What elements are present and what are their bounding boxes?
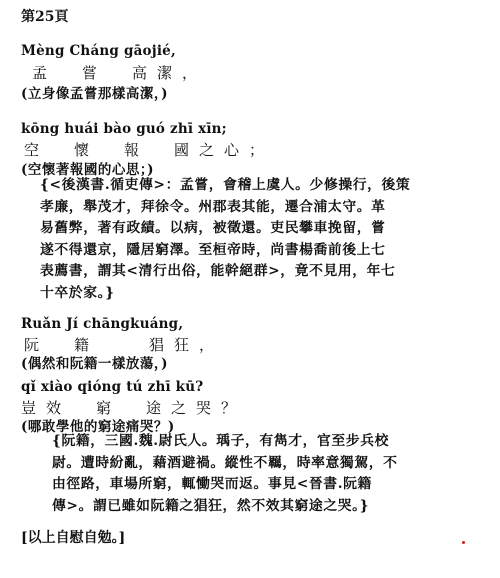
stanza-1-pinyin: Mèng Cháng gāojié,: [21, 43, 176, 59]
stanza-4-hanzi: 豈效 窮 途之哭？: [21, 399, 247, 417]
stanza-2-gloss: (空懷著報國的心思；): [21, 162, 155, 178]
stanza-2-note: {<後漢書.循吏傳>：孟嘗，會稽上虞人。少修操行，後策 孝廉，舉茂才，拜徐令。州郡表其能，遷合浦太守。革 易舊弊，著有政績。以病，被徵還。吏民攀車挽留，嘗 遂不得還京，隱居窮澤。至桓帝時，尚書楊喬前後上七 表薦書，謂其<清行出俗，能幹絕群>，竟不見用，年七 十卒於家。}: [40, 177, 411, 301]
stanza-2-pinyin: kōng huái bào guó zhī xīn;: [21, 121, 227, 137]
stanza-4-gloss: (哪敢學他的窮途痛哭？): [21, 419, 175, 435]
stanza-3-pinyin: Ruǎn Jí chāngkuáng,: [21, 316, 184, 332]
stanza-3-hanzi: 阮 籍 猖狂，: [24, 336, 225, 354]
stanza-2-hanzi: 空 懷 報 國之心；: [24, 141, 275, 159]
page-number: 第25頁: [21, 9, 69, 25]
closing-remark: [以上自慰自勉。]: [21, 530, 126, 546]
ink-speck: [462, 541, 465, 544]
stanza-1-hanzi: 孟 嘗 高潔，: [32, 64, 208, 82]
stanza-4-note: {阮籍，三國.魏.尉氏人。瑀子，有雋才，官至步兵校 尉。遭時紛亂，藉酒避禍。縱性不羈，時率意獨駕，不 由徑路，車場所窮，輒慟哭而返。事見<晉書.阮籍 傳>。謂已雖如阮籍之猖狂，然不效其窮途之哭。}: [52, 433, 398, 514]
stanza-1-gloss: (立身像孟嘗那樣高潔，): [21, 86, 169, 102]
stanza-3-gloss: (偶然和阮籍一樣放蕩，): [21, 356, 169, 372]
stanza-4-pinyin: qǐ xiào qióng tú zhī kū?: [21, 379, 204, 395]
